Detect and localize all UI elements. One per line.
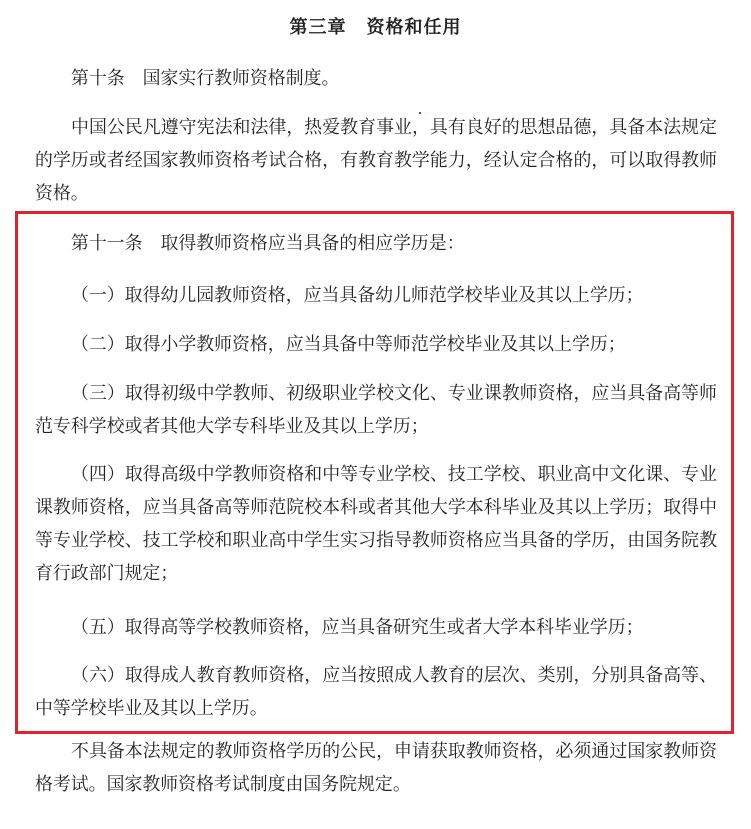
article-10-body: 中国公民凡遵守宪法和法律，热爱教育事业，具有良好的思想品德，具备本法规定的学历或者经国家教师资格考试合格，有教育教学能力，经认定合格的，可以取得教师资格。 — [35, 117, 717, 204]
article-10-heading: 第十条 国家实行教师资格制度。 — [71, 68, 340, 89]
article-11-item-2: （二）取得小学教师资格，应当具备中等师范学校毕业及其以上学历； — [71, 334, 626, 355]
article-11-item-4: （四）取得高级中学教师资格和中等专业学校、技工学校、职业高中文化课、专业课教师资格，应当具备高等师范院校本科或者其他大学本科毕业及其以上学历；取得中等专业学校、技工学校和职业高中学生实习指导教师资格应当具备的学历，由国务院教育行政部门规定； — [35, 464, 717, 584]
closing-paragraph: 不具备本法规定的教师资格学历的公民，申请获取教师资格，必须通过国家教师资格考试。国家教师资格考试制度由国务院规定。 — [35, 741, 717, 795]
article-11-heading: 第十一条 取得教师资格应当具备的相应学历是： — [71, 233, 465, 254]
chapter-title: 资格和任用 — [366, 17, 462, 38]
article-11-item-3: （三）取得初级中学教师、初级职业学校文化、专业课教师资格，应当具备高等师范专科学校或者其他大学专科毕业及其以上学历； — [35, 383, 717, 437]
article-11-item-6: （六）取得成人教育教师资格，应当按照成人教育的层次、类别，分别具备高等、中等学校毕业及其以上学历。 — [35, 665, 717, 719]
article-11-item-5: （五）取得高等学校教师资格，应当具备研究生或者大学本科毕业学历； — [71, 617, 644, 638]
chapter-heading — [0, 16, 751, 40]
chapter-number: 第三章 — [289, 17, 347, 38]
article-11-item-1: （一）取得幼儿园教师资格，应当具备幼儿师范学校毕业及其以上学历； — [71, 285, 644, 306]
